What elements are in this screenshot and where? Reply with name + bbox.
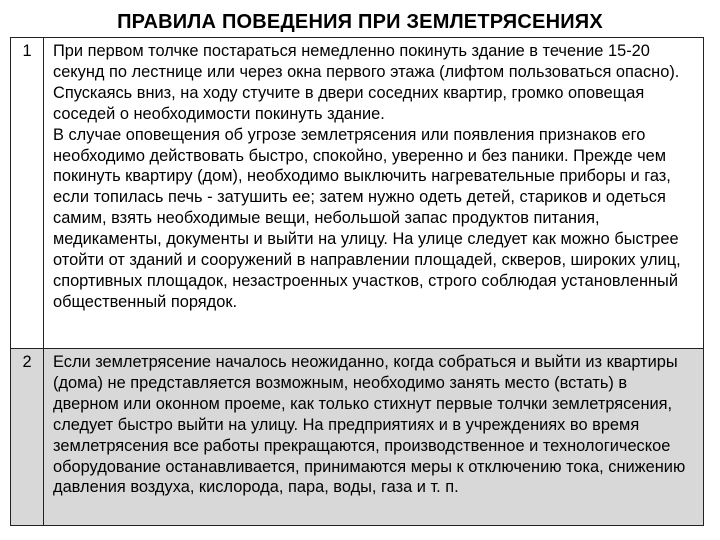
rules-table: [10, 37, 704, 526]
rule-paragraph: Если землетрясение началось неожиданно, когда собраться и выйти из квартиры (дома) не представляется возможным, необходимо занять место (встать) в дверном или оконном проеме, как только стихнут первые толчки землетрясения, следует быстро выйти на улицу. На предприятиях и в учреждениях во время землетрясения все работы прекращаются, производственное и технологическое оборудование останавливается, принимаются меры к отключению тока, снижению давления воздуха, кислорода, пара, воды, газа и т. п.: [53, 353, 686, 497]
page-title: ПРАВИЛА ПОВЕДЕНИЯ ПРИ ЗЕМЛЕТРЯСЕНИЯХ: [117, 11, 603, 33]
rule-number: 1: [11, 38, 44, 349]
rule-text: [44, 38, 704, 349]
table-row: [11, 38, 704, 349]
rule-number: 2: [11, 349, 44, 526]
rule-paragraph: В случае оповещения об угрозе землетрясения или появления признаков его необходимо действовать быстро, спокойно, уверенно и без паники. Прежде чем покинуть квартиру (дом), необходимо выключить нагревательные приборы и газ, если топилась печь - затушить ее; затем нужно одеть детей, стариков и одеться самим, взять необходимые вещи, небольшой запас продуктов питания, медикаменты, документы и выйти на улицу. На улице следует как можно быстрее отойти от зданий и сооружений в направлении площадей, скверов, широких улиц, спортивных площадок, незастроенных участков, строго соблюдая установленный общественный порядок.: [53, 125, 681, 311]
table-row: [11, 349, 704, 526]
rule-text: [44, 349, 704, 526]
rule-paragraph: При первом толчке постараться немедленно покинуть здание в течение 15-20 секунд по лестнице или через окна первого этажа (лифтом пользоваться опасно). Спускаясь вниз, на ходу стучите в двери соседних квартир, громко оповещая соседей о необходимости покинуть здание.: [53, 42, 680, 123]
